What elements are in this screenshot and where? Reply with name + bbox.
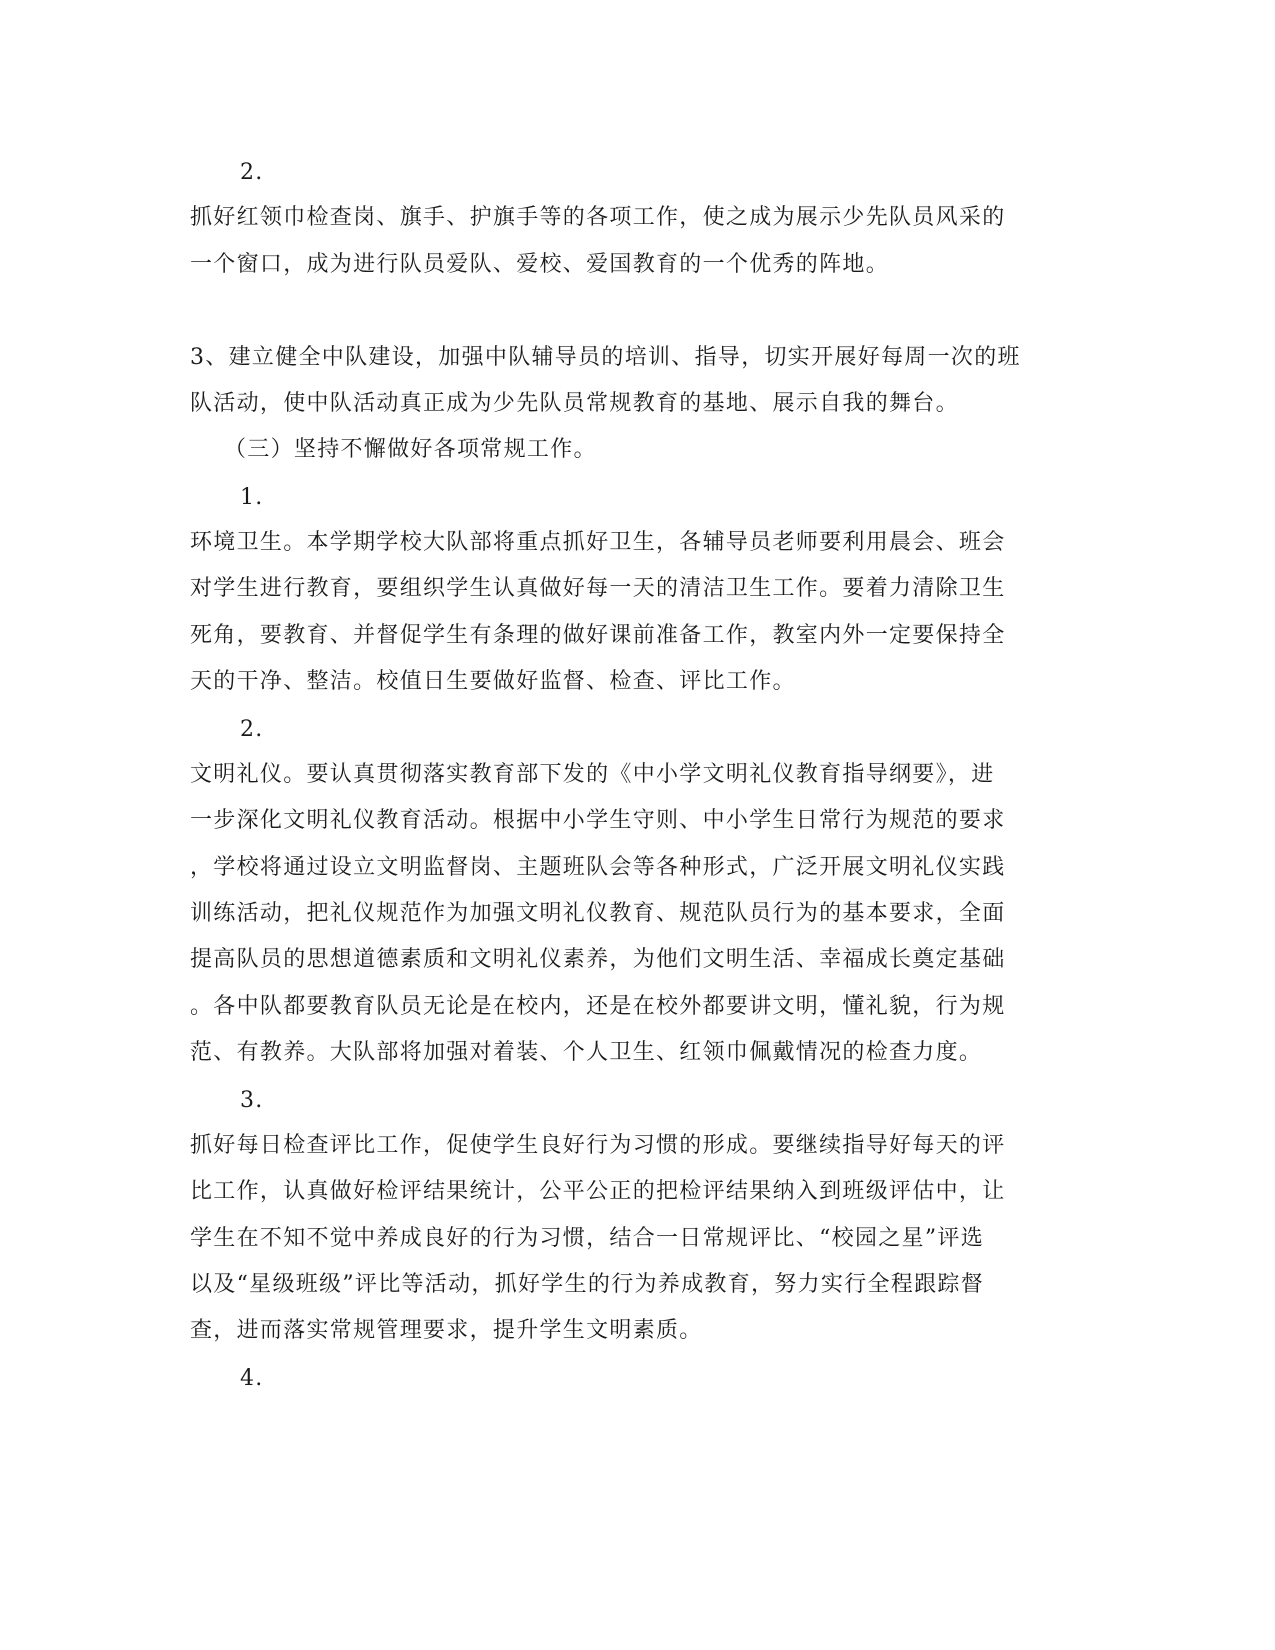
item-number: 1. bbox=[240, 485, 264, 510]
section-heading: （三）坚持不懈做好各项常规工作。 bbox=[224, 437, 597, 462]
paragraph-line: 抓好每日检查评比工作，促使学生良好行为习惯的形成。要继续指导好每天的评 bbox=[190, 1133, 1006, 1158]
paragraph-line: ，学校将通过设立文明监督岗、主题班队会等各种形式，广泛开展文明礼仪实践 bbox=[190, 855, 1006, 880]
item-number: 2. bbox=[240, 717, 264, 742]
paragraph-line: 学生在不知不觉中养成良好的行为习惯，结合一日常规评比、“校园之星”评选 bbox=[190, 1226, 984, 1251]
paragraph-line: 一个窗口，成为进行队员爱队、爱校、爱国教育的一个优秀的阵地。 bbox=[190, 252, 890, 277]
item-number: 3. bbox=[240, 1088, 264, 1113]
paragraph-line: 比工作，认真做好检评结果统计，公平公正的把检评结果纳入到班级评估中，让 bbox=[190, 1179, 1006, 1204]
paragraph-line: 抓好红领巾检查岗、旗手、护旗手等的各项工作，使之成为展示少先队员风采的 bbox=[190, 205, 1006, 230]
paragraph-line: 天的干净、整洁。校值日生要做好监督、检查、评比工作。 bbox=[190, 669, 796, 694]
paragraph-line: 文明礼仪。要认真贯彻落实教育部下发的《中小学文明礼仪教育指导纲要》，进 bbox=[190, 762, 995, 787]
paragraph-line: 训练活动，把礼仪规范作为加强文明礼仪教育、规范队员行为的基本要求，全面 bbox=[190, 901, 1006, 926]
paragraph-line: 死角，要教育、并督促学生有条理的做好课前准备工作，教室内外一定要保持全 bbox=[190, 623, 1006, 648]
item-number: 2. bbox=[240, 160, 264, 185]
paragraph-line: 。各中队都要教育队员无论是在校内，还是在校外都要讲文明，懂礼貌，行为规 bbox=[190, 994, 1006, 1019]
paragraph-line: 队活动，使中队活动真正成为少先队员常规教育的基地、展示自我的舞台。 bbox=[190, 391, 959, 416]
paragraph-line: 一步深化文明礼仪教育活动。根据中小学生守则、中小学生日常行为规范的要求 bbox=[190, 808, 1006, 833]
paragraph-line: 3、建立健全中队建设，加强中队辅导员的培训、指导，切实开展好每周一次的班 bbox=[190, 345, 1021, 370]
paragraph-line: 环境卫生。本学期学校大队部将重点抓好卫生，各辅导员老师要利用晨会、班会 bbox=[190, 530, 1006, 555]
item-number: 4. bbox=[240, 1366, 264, 1391]
paragraph-line: 范、有教养。大队部将加强对着装、个人卫生、红领巾佩戴情况的检查力度。 bbox=[190, 1040, 983, 1065]
paragraph-line: 以及“星级班级”评比等活动，抓好学生的行为养成教育，努力实行全程跟踪督 bbox=[190, 1272, 984, 1297]
paragraph-line: 提高队员的思想道德素质和文明礼仪素养，为他们文明生活、幸福成长奠定基础 bbox=[190, 947, 1006, 972]
paragraph-line: 对学生进行教育，要组织学生认真做好每一天的清洁卫生工作。要着力清除卫生 bbox=[190, 576, 1006, 601]
paragraph-line: 查，进而落实常规管理要求，提升学生文明素质。 bbox=[190, 1318, 703, 1343]
